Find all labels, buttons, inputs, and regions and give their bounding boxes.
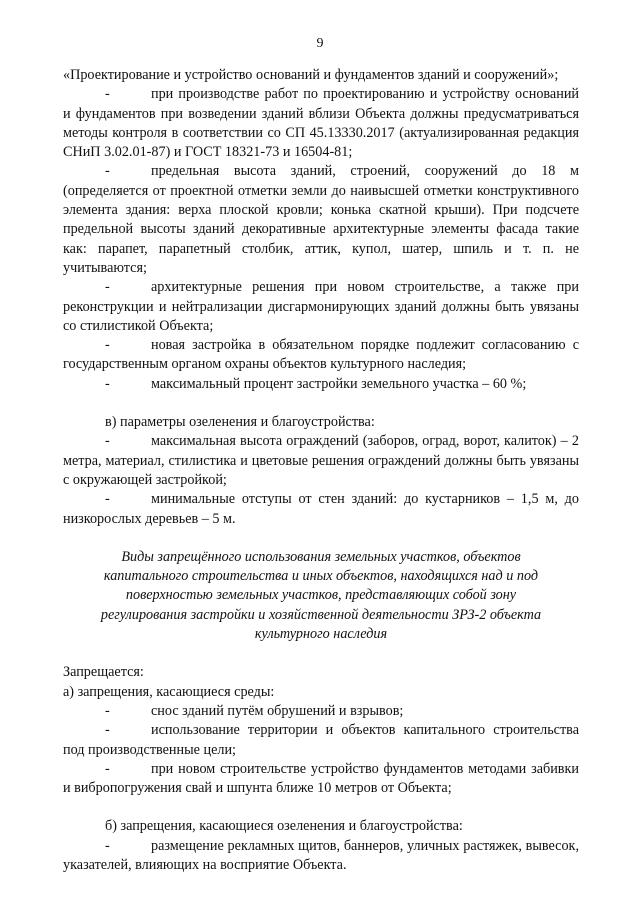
list-dash: - bbox=[105, 433, 110, 450]
dash-list-item bbox=[63, 760, 579, 799]
section-heading: Виды запрещённого использования земельных участков, объектов капитального строительства и иных объектов, находящихся над и под поверхностью земельных участков, представляющих собой зону регулирования застройки и хозяйственной деятельности ЗРЗ-2 объекта культурного наследия bbox=[100, 548, 542, 643]
list-dash: - bbox=[105, 702, 110, 719]
dash-list-item bbox=[63, 375, 579, 394]
dash-list-item bbox=[63, 702, 579, 721]
paragraph-gap bbox=[63, 529, 579, 548]
dash-list-item bbox=[63, 336, 579, 375]
list-dash: - bbox=[105, 279, 110, 296]
dash-list-item bbox=[63, 432, 579, 490]
list-dash: - bbox=[105, 86, 110, 103]
list-dash: - bbox=[105, 337, 110, 354]
list-item-text: минимальные отступы от стен зданий: до кустарников – 1,5 м, до низкорослых деревьев – 5 м. bbox=[63, 491, 579, 527]
dash-list-item bbox=[63, 162, 579, 278]
paragraph-gap bbox=[63, 644, 579, 663]
dash-list-item bbox=[63, 721, 579, 760]
paragraph: в) параметры озеленения и благоустройства: bbox=[105, 414, 375, 431]
list-item-text: архитектурные решения при новом строительстве, а также при реконструкции и нейтрализации дисгармонирующих зданий должны быть увязаны со стилистикой Объекта; bbox=[63, 279, 579, 334]
paragraph: «Проектирование и устройство оснований и фундаментов зданий и сооружений»; bbox=[63, 67, 559, 83]
paragraph: б) запрещения, касающиеся озеленения и благоустройства: bbox=[105, 818, 463, 835]
dash-list-item bbox=[63, 490, 579, 529]
page-number: 9 bbox=[316, 36, 324, 51]
list-dash: - bbox=[105, 375, 110, 392]
list-item-text: при производстве работ по проектированию и устройству оснований и фундаментов при возведении зданий вблизи Объекта должны предусматриваться методы контроля в соответствии со СП 45.13330.2017 (актуализированная редакция СНиП 3.02.01-87) и ГОСТ 18321-73 и 16504-81; bbox=[63, 86, 579, 161]
list-dash: - bbox=[105, 837, 110, 854]
dash-list-item bbox=[63, 837, 579, 876]
paragraph: Запрещается: bbox=[63, 664, 144, 681]
list-item-text: снос зданий путём обрушений и взрывов; bbox=[151, 702, 404, 719]
dash-list-item bbox=[63, 278, 579, 336]
list-item-text: новая застройка в обязательном порядке подлежит согласованию с государственным органом охраны объектов культурного наследия; bbox=[63, 337, 579, 373]
list-item-text: максимальная высота ограждений (заборов, оград, ворот, калиток) – 2 метра, материал, стилистика и цветовые решения ограждений должны быть увязаны с окружающей застройкой; bbox=[63, 433, 579, 488]
list-item-text: при новом строительстве устройство фундаментов методами забивки и вибропогружения свай и шпунта ближе 10 метров от Объекта; bbox=[63, 760, 579, 797]
list-dash: - bbox=[105, 722, 110, 739]
list-item-text: максимальный процент застройки земельного участка – 60 %; bbox=[151, 375, 527, 392]
list-dash: - bbox=[105, 760, 110, 777]
paragraph-gap bbox=[63, 394, 579, 413]
document-body bbox=[63, 66, 579, 875]
list-dash: - bbox=[105, 491, 110, 508]
list-dash: - bbox=[105, 163, 110, 180]
list-item-text: использование территории и объектов капитального строительства под производственные цели; bbox=[63, 722, 579, 758]
list-item-text: предельная высота зданий, строений, сооружений до 18 м (определяется от проектной отметки земли до наивысшей отметки конструктивного элемента здания: верха плоской кровли; конька скатной крыши). При подсчете предельной высоты зданий декоративные архитектурные элементы фасада такие как: парапет, парапетный столбик, аттик, купол, шатер, шпиль и т. п. не учитываются; bbox=[63, 163, 579, 276]
list-item-text: размещение рекламных щитов, баннеров, уличных растяжек, вывесок, указателей, влияющих на восприятие Объекта. bbox=[63, 837, 579, 873]
dash-list-item bbox=[63, 85, 579, 162]
paragraph-gap bbox=[63, 798, 579, 817]
paragraph: а) запрещения, касающиеся среды: bbox=[63, 683, 275, 700]
